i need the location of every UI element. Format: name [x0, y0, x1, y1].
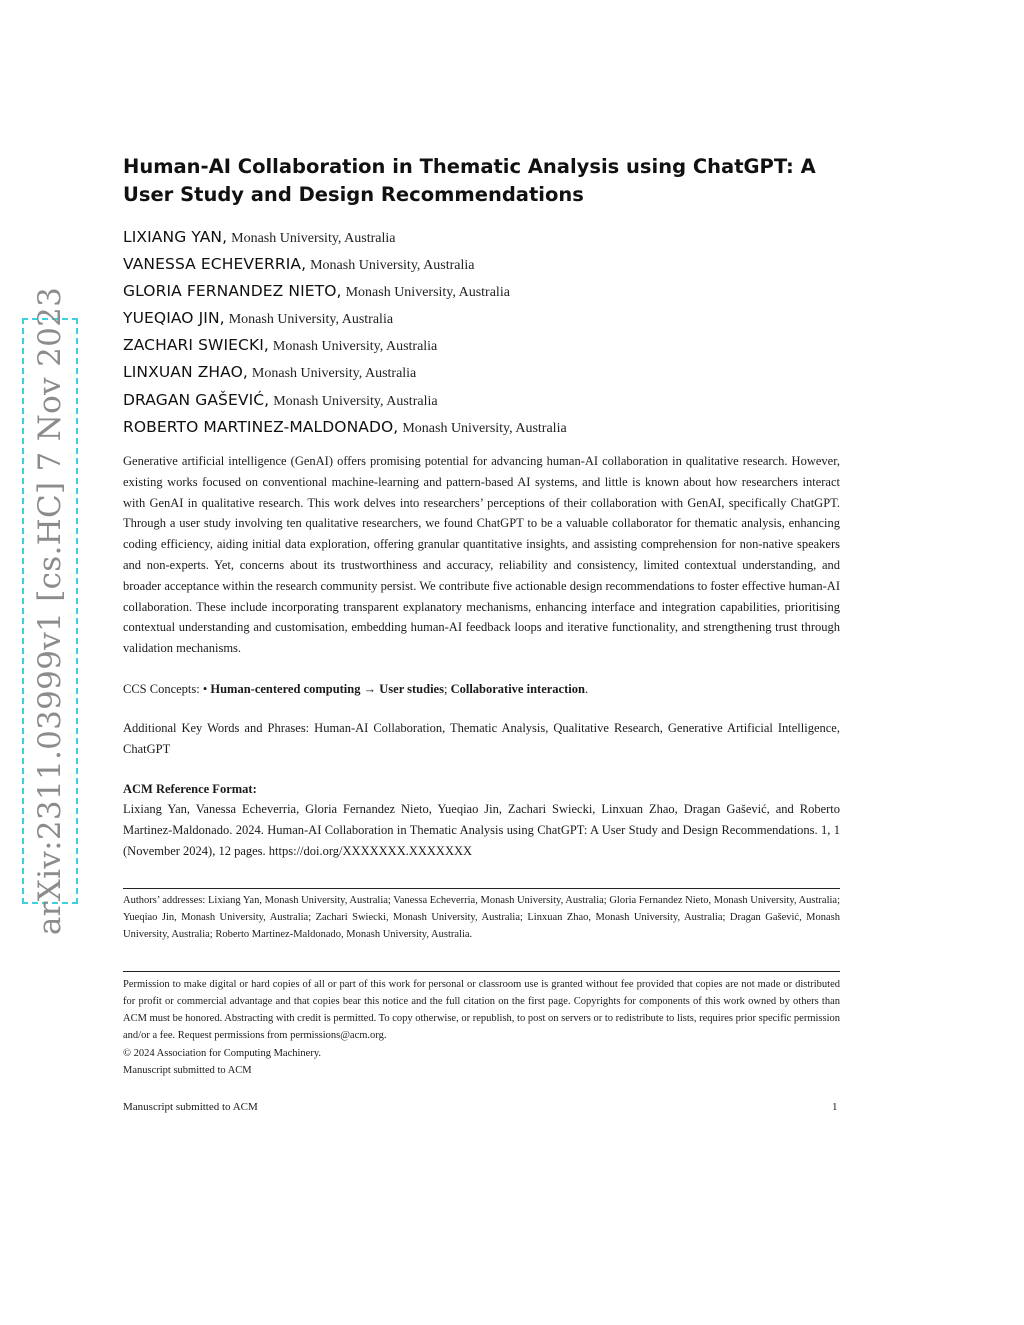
reference-text: Lixiang Yan, Vanessa Echeverria, Gloria Fernandez Nieto, Yueqiao Jin, Zachari Swiecki, Linxuan Zhao, Dragan Gašević, and Roberto Martinez-Maldonado. 2024. Human-AI Collaboration in Thematic Analysis using ChatGPT: A User Study and Design Recommendations. 1, 1 (November 2024), 12 pages. https://doi.org/XXXXXXX.XXXXXXX — [123, 802, 840, 858]
author-affiliation: Monash University, Australia — [402, 420, 567, 436]
author-addresses: Authors’ addresses: Lixiang Yan, Monash University, Australia; Vanessa Echeverria, Monash University, Australia; Gloria Fernandez Nieto, Monash University, Australia; Yueqiao Jin, Monash University, Australia; Zachari Swiecki, Monash University, Australia; Linxuan Zhao, Monash University, Australia; Dragan Gašević, Monash University, Australia; Roberto Martinez-Maldonado, Monash University, Australia. — [123, 895, 840, 940]
author-name: LIXIANG YAN, — [123, 228, 228, 246]
author-entry — [123, 309, 843, 336]
footnote-divider — [123, 888, 840, 889]
author-affiliation: Monash University, Australia — [231, 231, 396, 246]
permission-divider — [123, 971, 840, 972]
author-entry — [123, 418, 843, 445]
author-affiliation: Monash University, Australia — [310, 258, 475, 274]
ccs-concept: User studies — [379, 682, 444, 696]
author-name: VANESSA ECHEVERRIA, — [123, 255, 307, 274]
page-number: 1 — [832, 1101, 838, 1113]
arxiv-stamp-text: arXiv:2311.03999v1 [cs.HC] 7 Nov 2023 — [32, 286, 68, 936]
page-footer-label: Manuscript submitted to ACM — [123, 1101, 258, 1113]
ccs-arrow: → — [360, 682, 380, 696]
author-list — [123, 228, 843, 445]
ccs-label: CCS Concepts: • — [123, 682, 208, 696]
author-entry — [123, 228, 843, 255]
reference-heading: ACM Reference Format: — [123, 782, 257, 796]
author-entry — [123, 363, 843, 390]
arxiv-stamp — [22, 286, 78, 936]
author-entry — [123, 282, 843, 309]
author-affiliation: Monash University, Australia — [272, 339, 438, 355]
author-entry — [123, 391, 843, 418]
author-name: YUEQIAO JIN, — [123, 309, 225, 328]
author-name: LINXUAN ZHAO, — [123, 363, 248, 382]
ccs-separator: ; — [443, 682, 451, 696]
author-name: DRAGAN GAŠEVIĆ, — [123, 390, 270, 409]
author-name: GLORIA FERNANDEZ NIETO, — [123, 282, 342, 301]
author-affiliation: Monash University, Australia — [345, 285, 510, 301]
author-entry — [123, 255, 843, 282]
paper-title: Human-AI Collaboration in Thematic Analysis using ChatGPT: A User Study and Design Recommendations — [123, 155, 816, 206]
author-affiliation: Monash University, Australia — [251, 366, 417, 382]
ccs-concept: Human-centered computing — [210, 682, 361, 696]
copyright-notice: © 2024 Association for Computing Machinery. — [123, 1048, 322, 1059]
ccs-end: . — [584, 682, 589, 696]
author-entry — [123, 336, 843, 363]
abstract: Generative artificial intelligence (GenAI) offers promising potential for advancing human-AI collaboration in qualitative research. However, existing works focused on conventional machine-learning and pattern-based AI systems, and little is known about how researchers interact with GenAI in qualitative research. This work delves into researchers’ perceptions of their collaboration with GenAI, specifically ChatGPT. Through a user study involving ten qualitative researchers, we found ChatGPT to be a valuable collaborator for thematic analysis, enhancing coding efficiency, aiding initial data exploration, offering granular quantitative insights, and assisting comprehension for non-native speakers and non-experts. Yet, concerns about its trustworthiness and accuracy, reliability and consistency, limited contextual understanding, and broader acceptance within the research community persist. We contribute five actionable design recommendations to foster effective human-AI collaboration. These include incorporating transparent explanatory mechanisms, enhancing interface and integration capabilities, prioritising contextual understanding and customisation, embedding human-AI feedback loops and iterative functionality, and strengthening trust through validation mechanisms. — [123, 454, 840, 656]
author-name: ZACHARI SWIECKI, — [123, 336, 269, 355]
submission-notice: Manuscript submitted to ACM — [123, 1065, 252, 1076]
ccs-concept: Collaborative interaction — [450, 682, 585, 696]
author-affiliation: Monash University, Australia — [228, 312, 394, 328]
author-affiliation: Monash University, Australia — [273, 393, 438, 409]
permission-notice: Permission to make digital or hard copies of all or part of this work for personal or classroom use is granted without fee provided that copies are not made or distributed for profit or commercial advantage and that copies bear this notice and the full citation on the first page. Copyrights for components of this work owned by others than ACM must be honored. Abstracting with credit is permitted. To copy otherwise, or republish, to post on servers or to redistribute to lists, requires prior specific permission and/or a fee. Request permissions from permissions@acm.org. — [123, 979, 840, 1041]
author-name: ROBERTO MARTINEZ-MALDONADO, — [123, 417, 399, 436]
ccs-concepts — [123, 679, 840, 699]
keywords: Additional Key Words and Phrases: Human-AI Collaboration, Thematic Analysis, Qualitative Research, Generative Artificial Intelligence, ChatGPT — [123, 721, 840, 756]
